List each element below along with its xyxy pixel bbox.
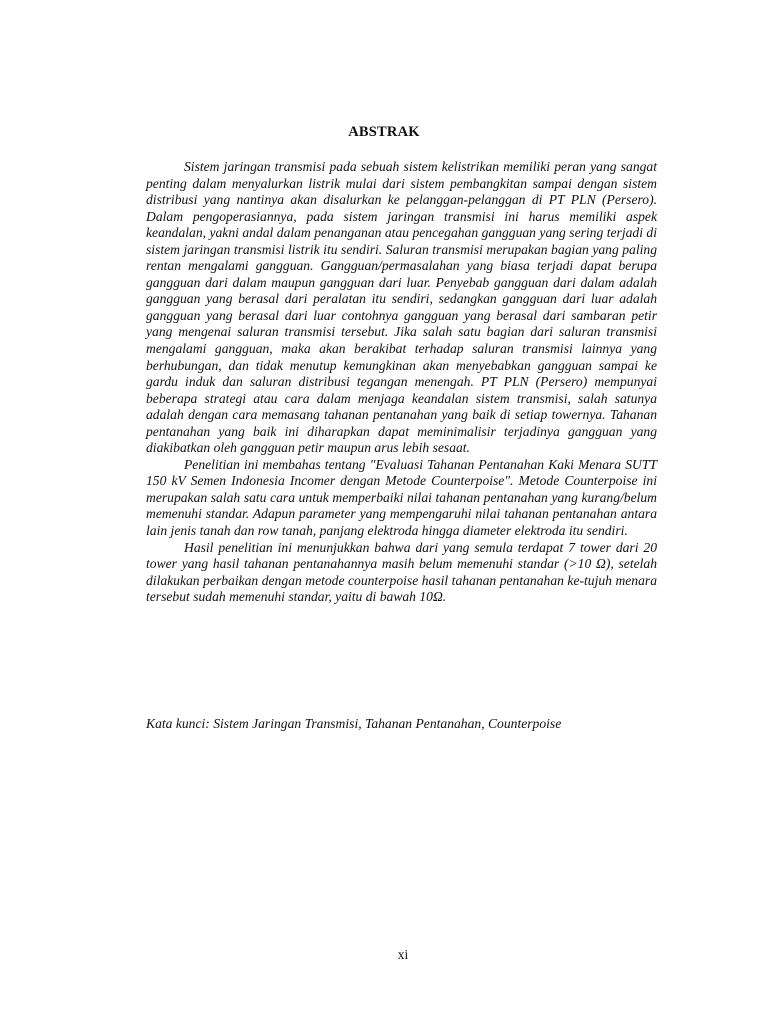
keywords-line: Kata kunci: Sistem Jaringan Transmisi, Tahanan Pentanahan, Counterpoise [146,716,562,731]
abstract-paragraph-2: Penelitian ini membahas tentang "Evaluasi Tahanan Pentanahan Kaki Menara SUTT 150 kV Semen Indonesia Incomer dengan Metode Counterpoise". Metode Counterpoise ini merupakan salah satu cara untuk memperbaiki nilai tahanan pentanahan yang kurang/belum memenuhi standar. Adapun parameter yang mempengaruhi nilai tahanan pentanahan antara lain jenis tanah dan row tanah, panjang elektroda hingga diameter elektroda itu sendiri. [146,456,657,539]
abstract-title: ABSTRAK [348,124,420,140]
abstract-paragraph-1: Sistem jaringan transmisi pada sebuah sistem kelistrikan memiliki peran yang sangat penting dalam menyalurkan listrik mulai dari sistem pembangkitan sampai dengan sistem distribusi yang nantinya akan disalurkan ke pelanggan-pelanggan di PT PLN (Persero). Dalam pengoperasiannya, pada sistem jaringan transmisi ini harus memiliki aspek keandalan, yakni andal dalam penanganan atau pencegahan gangguan yang sering terjadi di sistem jaringan transmisi listrik itu sendiri. Saluran transmisi merupakan bagian yang paling rentan mengalami gangguan. Gangguan/permasalahan yang biasa terjadi dapat berupa gangguan dari dalam maupun gangguan dari luar. Penyebab gangguan dari dalam adalah gangguan yang berasal dari peralatan itu sendiri, sedangkan gangguan dari luar adalah gangguan yang berasal dari luar contohnya gangguan yang berasal dari sambaran petir yang mengenai saluran transmisi tersebut. Jika salah satu bagian dari saluran transmisi mengalami gangguan, maka akan berakibat terhadap saluran transmisi lainnya yang berhubungan, dan tidak menutup kemungkinan akan menyebabkan gangguan sampai ke gardu induk dan saluran distribusi tegangan menengah. PT PLN (Persero) mempunyai beberapa strategi atau cara dalam menjaga keandalan sistem transmisi, salah satunya adalah dengan cara memasang tahanan pentanahan yang baik di setiap towernya. Tahanan pentanahan yang baik ini diharapkan dapat meminimalisir terjadinya gangguan yang diakibatkan oleh gangguan petir maupun arus lebih sesaat. [146,159,657,456]
abstract-body [146,159,657,606]
page-number: xi [397,947,409,962]
abstract-paragraph-3: Hasil penelitian ini menunjukkan bahwa dari yang semula terdapat 7 tower dari 20 tower yang hasil tahanan pentanahannya masih belum memenuhi standar (>10 Ω), setelah dilakukan perbaikan dengan metode counterpoise hasil tahanan pentanahan ke-tujuh menara tersebut sudah memenuhi standar, yaitu di bawah 10Ω. [146,539,657,605]
